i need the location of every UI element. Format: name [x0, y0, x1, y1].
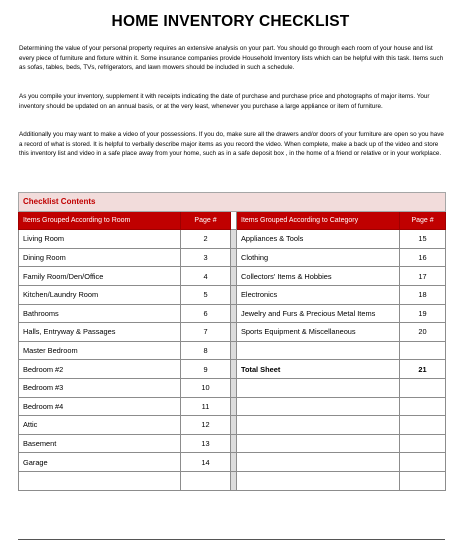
room-page-cell: 11	[181, 397, 231, 416]
category-cell	[237, 471, 400, 490]
room-cell: Kitchen/Laundry Room	[19, 285, 181, 304]
category-cell: Jewelry and Furs & Precious Metal Items	[237, 304, 400, 323]
intro-paragraph: Determining the value of your personal property requires an extensive analysis on your part. You should go through each room of your house and list every piece of furniture and fixture within it. Some insurance companies provide Household Inventory lists which can be helpful with this task. Items such as sofas, tables, beds, TVs, refrigerators, and lawn mowers should be included in such a schedule.	[19, 45, 444, 72]
room-page-cell: 3	[181, 248, 231, 267]
category-page-cell: 18	[400, 285, 446, 304]
room-page-cell: 10	[181, 378, 231, 397]
bottom-rule	[18, 539, 445, 540]
table-row	[19, 471, 446, 490]
room-page-cell: 14	[181, 453, 231, 472]
category-page-cell: 15	[400, 230, 446, 249]
page-title: HOME INVENTORY CHECKLIST	[111, 13, 350, 30]
room-page-cell: 5	[181, 285, 231, 304]
category-page-cell: 21	[400, 360, 446, 379]
room-page-cell: 2	[181, 230, 231, 249]
table-row	[19, 360, 446, 379]
room-page-cell: 9	[181, 360, 231, 379]
room-page-cell: 4	[181, 267, 231, 286]
category-cell	[237, 453, 400, 472]
table-section-header	[19, 193, 446, 212]
category-cell: Sports Equipment & Miscellaneous	[237, 323, 400, 342]
table-row	[19, 285, 446, 304]
room-page-cell: 8	[181, 341, 231, 360]
checklist-contents-table	[18, 192, 446, 491]
room-cell	[19, 471, 181, 490]
room-page-cell: 13	[181, 434, 231, 453]
room-page-cell: 12	[181, 416, 231, 435]
room-cell: Bedroom #3	[19, 378, 181, 397]
room-cell: Living Room	[19, 230, 181, 249]
room-page-cell: 7	[181, 323, 231, 342]
table-row	[19, 230, 446, 249]
category-cell	[237, 397, 400, 416]
room-cell: Basement	[19, 434, 181, 453]
room-cell: Bathrooms	[19, 304, 181, 323]
category-page-cell	[400, 434, 446, 453]
table-row	[19, 434, 446, 453]
table-row	[19, 267, 446, 286]
column-header-category: Items Grouped According to Category	[237, 211, 400, 230]
category-page-cell: 19	[400, 304, 446, 323]
room-cell: Dining Room	[19, 248, 181, 267]
category-page-cell	[400, 378, 446, 397]
category-page-cell: 20	[400, 323, 446, 342]
category-cell	[237, 341, 400, 360]
category-page-cell	[400, 453, 446, 472]
room-cell: Halls, Entryway & Passages	[19, 323, 181, 342]
room-page-cell	[181, 471, 231, 490]
table-row	[19, 248, 446, 267]
column-header-page: Page #	[181, 211, 231, 230]
category-cell: Electronics	[237, 285, 400, 304]
table-row	[19, 416, 446, 435]
table-row	[19, 397, 446, 416]
section-title: Checklist Contents	[19, 193, 446, 212]
room-cell: Family Room/Den/Office	[19, 267, 181, 286]
category-page-cell	[400, 341, 446, 360]
table-row	[19, 341, 446, 360]
room-cell: Attic	[19, 416, 181, 435]
column-header-room: Items Grouped According to Room	[19, 211, 181, 230]
category-page-cell: 17	[400, 267, 446, 286]
table-row	[19, 304, 446, 323]
room-page-cell: 6	[181, 304, 231, 323]
receipts-paragraph: As you compile your inventory, supplement it with receipts indicating the date of purchase and purchase price and photographs of major items. Your inventory should be updated on an annual basis, or at the very least, whenever you purchase a large appliance or item of furniture.	[19, 93, 430, 110]
table-row	[19, 453, 446, 472]
category-page-cell: 16	[400, 248, 446, 267]
category-cell: Total Sheet	[237, 360, 400, 379]
category-cell: Appliances & Tools	[237, 230, 400, 249]
category-cell	[237, 434, 400, 453]
column-header-page-2: Page #	[400, 211, 446, 230]
table-row	[19, 323, 446, 342]
room-cell: Garage	[19, 453, 181, 472]
room-cell: Master Bedroom	[19, 341, 181, 360]
category-cell: Clothing	[237, 248, 400, 267]
category-cell	[237, 378, 400, 397]
video-paragraph: Additionally you may want to make a video of your possessions. If you do, make sure all the drawers and/or doors of your furniture are open so you have a record of what is stored. It is helpful to verbally describe major items as you record the video. When complete, make a back up of the video and store this inventory list and video in a safe place away from your home, such as in a safe deposit box , in the home of a friend or relative or in your workplace.	[19, 131, 444, 158]
category-cell	[237, 416, 400, 435]
category-page-cell	[400, 471, 446, 490]
table-column-headers	[19, 211, 446, 230]
category-page-cell	[400, 397, 446, 416]
room-cell: Bedroom #2	[19, 360, 181, 379]
category-cell: Collectors' Items & Hobbies	[237, 267, 400, 286]
room-cell: Bedroom #4	[19, 397, 181, 416]
table-row	[19, 378, 446, 397]
category-page-cell	[400, 416, 446, 435]
